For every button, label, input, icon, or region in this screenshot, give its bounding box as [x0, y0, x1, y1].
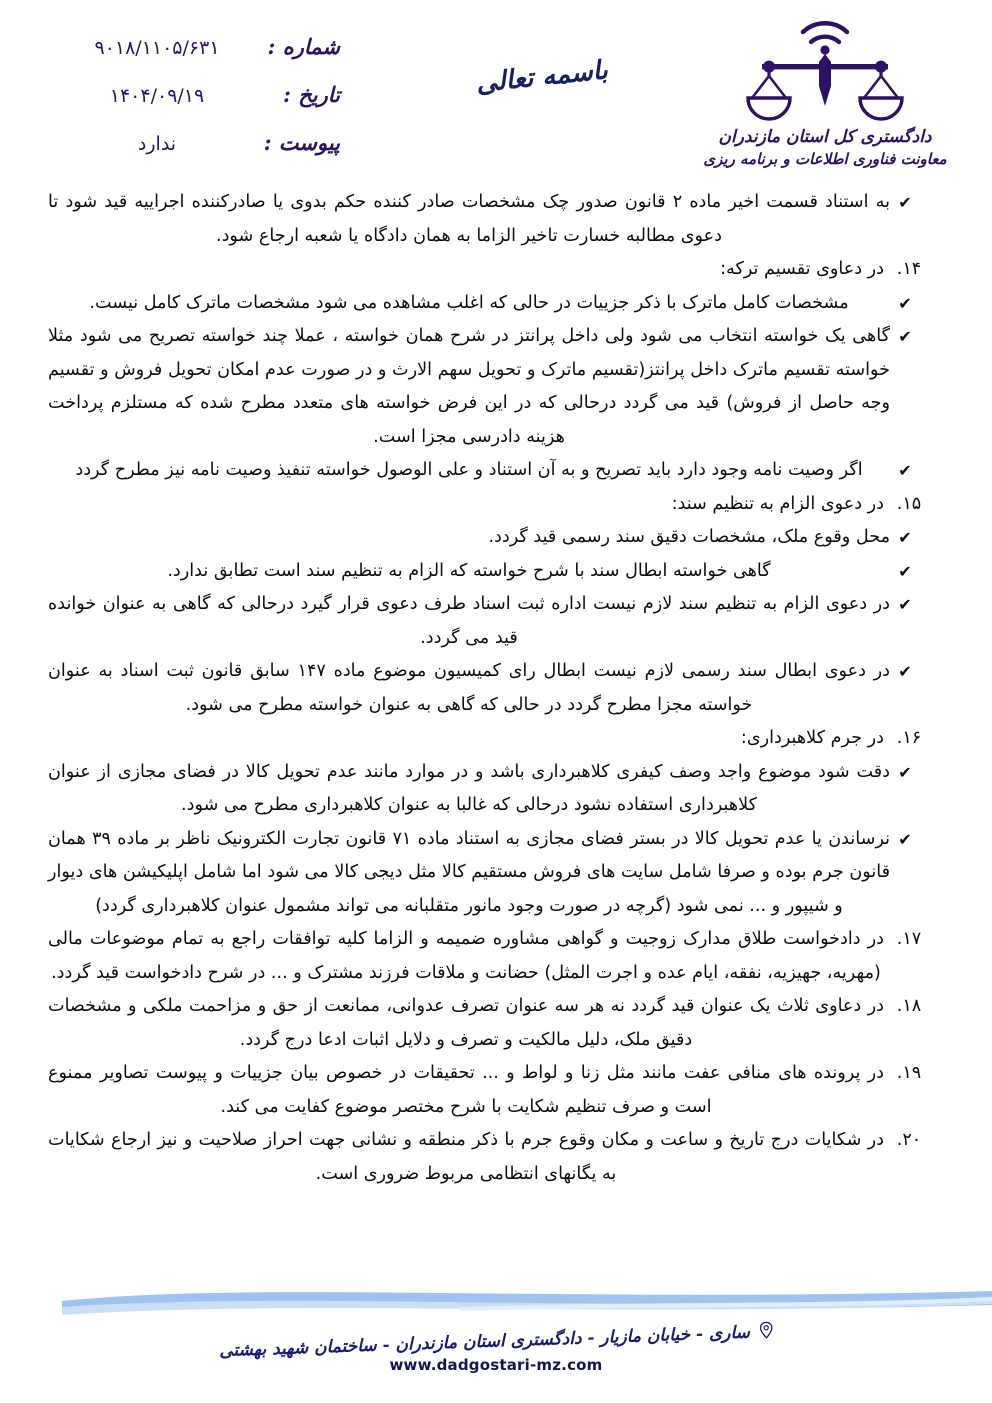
list-item-text: گاهی یک خواسته انتخاب می شود ولی داخل پرانتز در شرح همان خواسته ، عملا چند خواسته تصریح می شود مثلا خواسته تقسیم ماترک داخل پرانتز(تقسیم ماترک و تحویل سهم الارث و در صورت عدم امکان تحویل فروش و تقسیم وجه حاصل از فروش) قید می گردد درحالی که در این فرض خواسته های متعدد مطرح شده که مستلزم پرداخت هزینه دادرسی مجزا است. [48, 326, 890, 447]
list-item-text: مشخصات کامل ماترک با ذکر جزییات در حالی که اغلب مشاهده می شود مشخصات ماترک کامل نیست. [89, 292, 849, 313]
numbered-list-item [48, 923, 944, 990]
check-list-item [48, 655, 944, 722]
list-number-marker: ۱۷. [896, 929, 922, 949]
list-item-text: در دعوی الزام به تنظیم سند لازم نیست اداره ثبت اسناد طرف دعوی قرار گیرد درحالی که گاهی به عنوان خوانده قید می گردد. [48, 594, 890, 648]
list-item-text: اگر وصیت نامه وجود دارد باید تصریح و به آن استناد و علی الوصول خواسته تنفیذ وصیت نامه نیز مطرح گردد [75, 460, 863, 480]
checkmark-icon: ✔ [898, 528, 912, 547]
numbered-list-item [48, 990, 944, 1057]
check-list-item [48, 454, 944, 488]
letterhead-header [0, 0, 992, 185]
document-body [48, 186, 944, 1191]
list-number-marker: ۱۴. [896, 259, 922, 279]
check-list-item [48, 521, 944, 555]
checkmark-icon: ✔ [898, 662, 912, 681]
footer-address-text: ساری - خیابان مازیار - دادگستری استان مازندران - ساختمان شهید بهشتی [218, 1322, 751, 1362]
list-number-marker: ۱۸. [896, 996, 922, 1016]
checkmark-icon: ✔ [898, 193, 912, 212]
checkmark-icon: ✔ [898, 561, 912, 581]
numbered-list-item [48, 1124, 944, 1191]
list-item-text: در دعاوی ثلاث یک عنوان قید گردد نه هر سه عنوان تصرف عدوانی، ممانعت از حق و مزاحمت ملکی و مشخصات دقیق ملک، دلیل مالکیت و تصرف و دلایل اثبات ادعا درج گردد. [48, 996, 884, 1050]
footer-text-block [0, 1322, 992, 1374]
list-number-marker: ۱۶. [896, 728, 922, 748]
checkmark-icon: ✔ [898, 762, 912, 782]
organization-department: معاونت فناوری اطلاعات و برنامه ریزی [703, 149, 947, 168]
date-label: تاریخ : [283, 82, 340, 107]
attachment-label: پیوست : [263, 130, 340, 155]
checkmark-icon: ✔ [898, 461, 912, 480]
list-item-text: در جرم کلاهبرداری: [740, 728, 884, 748]
checkmark-icon: ✔ [898, 829, 912, 849]
basmala-calligraphy: باسمه تعالی [474, 55, 610, 99]
checkmark-icon: ✔ [898, 293, 912, 313]
organization-name: دادگستری کل استان مازندران [718, 127, 932, 147]
list-number-marker: ۲۰. [896, 1130, 922, 1150]
decorative-wave [0, 1273, 992, 1321]
list-item-text: نرساندن یا عدم تحویل کالا در بستر فضای مجازی به استناد ماده ۷۱ قانون تجارت الکترونیک ناظر بر ماده ۳۹ همان قانون جرم بوده و صرفا شامل سایت های فروش مستقیم کالا مثل دیجی کالا می شود اما شامل اپلیکیشن های دیوار و شیپور و ... نمی شود (گرچه در صورت وجود مانور متقلبانه می تواند مشمول عنوان کلاهبرداری گردد) [48, 828, 891, 916]
number-value: ۹۰۱۸/۱۱۰۵/۶۳۱ [94, 37, 220, 59]
meta-row-attachment [60, 130, 340, 178]
meta-row-date [60, 82, 340, 130]
checkmark-icon: ✔ [898, 595, 912, 614]
numbered-list-item [48, 1057, 944, 1124]
page-footer [0, 1273, 992, 1403]
footer-website-url[interactable]: www.dadgostari-mz.com [389, 1356, 603, 1374]
location-pin-icon [759, 1321, 773, 1343]
list-item-text: در شکایات درج تاریخ و ساعت و مکان وقوع جرم با ذکر منطقه و نشانی جهت احراز صلاحیت و نیز ارجاع شکایات به یگانهای انتظامی مربوط ضروری است. [48, 1130, 884, 1184]
list-item-text: در دعوی ابطال سند رسمی لازم نیست ابطال رای کمیسیون موضوع ماده ۱۴۷ سابق قانون ثبت اسناد به عنوان خواسته مجزا مطرح گردد در حالی که گاهی به عنوان خواسته مطرح می شود. [48, 661, 890, 715]
check-list-item [48, 823, 944, 924]
numbered-list-item [48, 253, 944, 287]
numbered-list-item [48, 722, 944, 756]
list-number-marker: ۱۵. [896, 493, 922, 514]
check-list-item [48, 756, 944, 823]
list-item-text: در دعوی الزام به تنظیم سند: [671, 493, 884, 514]
list-number-marker: ۱۹. [896, 1063, 922, 1083]
list-item-text: در دعاوی تقسیم ترکه: [720, 259, 884, 279]
check-list-item [48, 588, 944, 655]
number-label: شماره : [267, 34, 340, 59]
list-item-text: محل وقوع ملک، مشخصات دقیق سند رسمی قید گردد. [488, 527, 890, 547]
date-value: ۱۴۰۴/۰۹/۱۹ [109, 85, 205, 107]
organization-logo-block [700, 10, 950, 169]
check-list-item [48, 287, 944, 321]
attachment-value: ندارد [137, 133, 177, 155]
list-item-text: دقت شود موضوع واجد وصف کیفری کلاهبرداری باشد و در موارد مانند عدم تحویل کالا در فضای مجازی از عنوان کلاهبرداری استفاده نشود درحالی که غالبا به عنوان کلاهبرداری مطرح می شود. [48, 761, 890, 815]
check-list-item [48, 320, 944, 454]
list-item-text: در پرونده های منافی عفت مانند مثل زنا و لواط و ... تحقیقات در خصوص بیان جزییات و پیوست تصاویر ممنوع است و صرف تنظیم شکایت با شرح مختصر موضوع کفایت می کند. [48, 1063, 884, 1117]
checkmark-icon: ✔ [898, 327, 912, 346]
list-item-text: به استناد قسمت اخیر ماده ۲ قانون صدور چک مشخصات صادر کننده حکم بدوی یا صادرکننده اجراییه قید شود تا دعوی مطالبه خسارت تاخیر الزاما به همان دادگاه یا شعبه ارجاع شود. [48, 192, 891, 246]
numbered-list-item [48, 488, 944, 522]
scales-of-justice-wifi-icon [740, 10, 910, 128]
letterhead-meta-block [60, 34, 340, 178]
check-list-item [48, 186, 944, 253]
list-item-text: گاهی خواسته ابطال سند با شرح خواسته که الزام به تنظیم سند است تطابق ندارد. [167, 560, 771, 581]
check-list-item [48, 555, 944, 589]
meta-row-number [60, 34, 340, 82]
list-item-text: در دادخواست طلاق مدارک زوجیت و گواهی مشاوره ضمیمه و الزاما کلیه توافقات راجع به تمام موضوعات مالی (مهریه، جهیزیه، نفقه، ایام عده و اجرت المثل) حضانت و ملاقات فرزند مشترک و ... در شرح دادخواست قید گردد. [48, 929, 884, 983]
